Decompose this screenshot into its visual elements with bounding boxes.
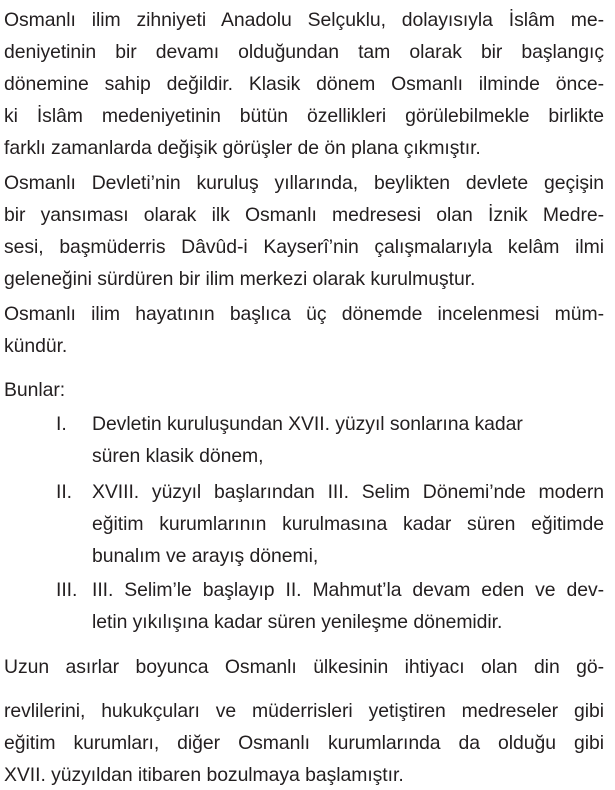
list-intro: Bunlar: <box>4 379 66 401</box>
text-line: XVII. yüzyıldan itibaren bozulmaya başlamıştır. <box>4 764 404 786</box>
text-line: geleneğini sürdüren bir ilim merkezi olarak kurulmuştur. <box>4 268 476 290</box>
text-line: dönemine sahip değildir. Klasik dönem Osmanlı ilminde önce- <box>4 73 604 95</box>
text-line: eğitim kurumları, diğer Osmanlı kurumlarında da olduğu gibi <box>4 732 604 754</box>
text-line: kündür. <box>4 335 68 357</box>
text-line: bir yansıması olarak ilk Osmanlı medresesi olan İznik Medre- <box>4 204 604 226</box>
list-item-line: XVIII. yüzyıl başlarından III. Selim Dönemi’nde modern <box>92 481 604 503</box>
list-item-line: süren klasik dönem, <box>92 445 264 467</box>
list-numeral: III. <box>56 579 78 601</box>
text-line: farklı zamanlarda değişik görüşler de ön plana çıkmıştır. <box>4 137 481 159</box>
text-line: sesi, başmüderris Dâvûd-i Kayserî’nin çalışmalarıyla kelâm ilmi <box>4 236 604 258</box>
text-line: ki İslâm medeniyetinin bütün özellikleri görülebilmekle birlikte <box>4 105 604 127</box>
list-item-line: bunalım ve arayış dönemi, <box>92 545 319 567</box>
text-line: Osmanlı ilim zihniyeti Anadolu Selçuklu, dolayısıyla İslâm me- <box>4 9 604 31</box>
text-line: Uzun asırlar boyunca Osmanlı ülkesinin ihtiyacı olan din gö- <box>4 656 604 678</box>
list-item-line: Devletin kuruluşundan XVII. yüzyıl sonlarına kadar <box>92 413 523 435</box>
list-item-line: letin yıkılışına kadar süren yenileşme dönemidir. <box>92 611 503 633</box>
text-line: Osmanlı ilim hayatının başlıca üç dönemde incelenmesi müm- <box>4 303 604 325</box>
list-numeral: II. <box>56 481 73 503</box>
text-line: revlilerini, hukukçuları ve müderrisleri yetiştiren medreseler gibi <box>4 700 604 722</box>
text-line: deniyetinin bir devamı olduğundan tam olarak bir başlangıç <box>4 41 604 63</box>
text-line: Osmanlı Devleti’nin kuruluş yıllarında, beylikten devlete geçişin <box>4 172 604 194</box>
list-numeral: I. <box>56 413 67 435</box>
list-item-line: III. Selim’le başlayıp II. Mahmut’la devam eden ve dev- <box>92 579 604 601</box>
list-item-line: eğitim kurumlarının kurulmasına kadar süren eğitimde <box>92 513 604 535</box>
